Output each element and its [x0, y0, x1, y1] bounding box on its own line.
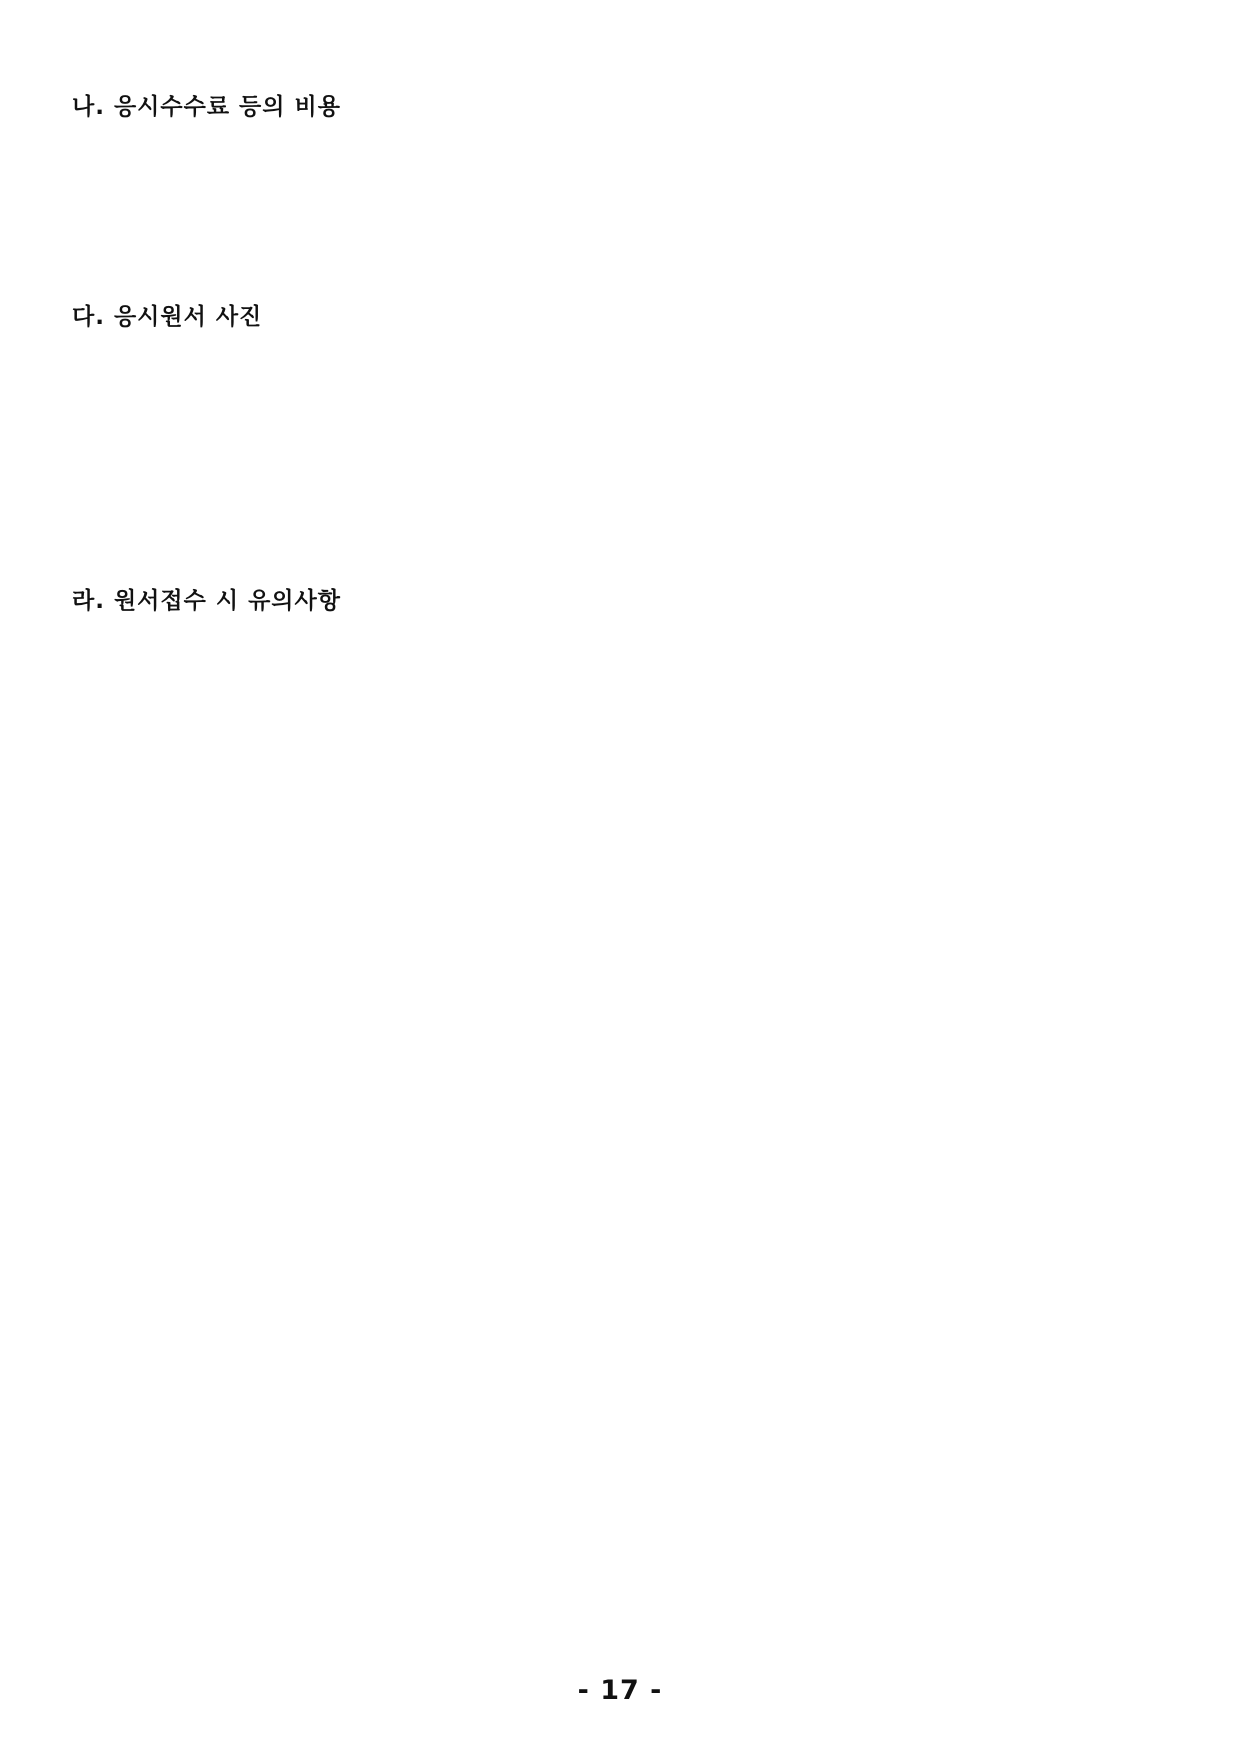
section-title-photo: 다. 응시원서 사진 [72, 304, 263, 330]
page-number: - 17 - [577, 1675, 663, 1706]
section-title-fees: 나. 응시수수료 등의 비용 [72, 94, 341, 120]
section-title-precautions: 라. 원서접수 시 유의사항 [72, 588, 341, 614]
